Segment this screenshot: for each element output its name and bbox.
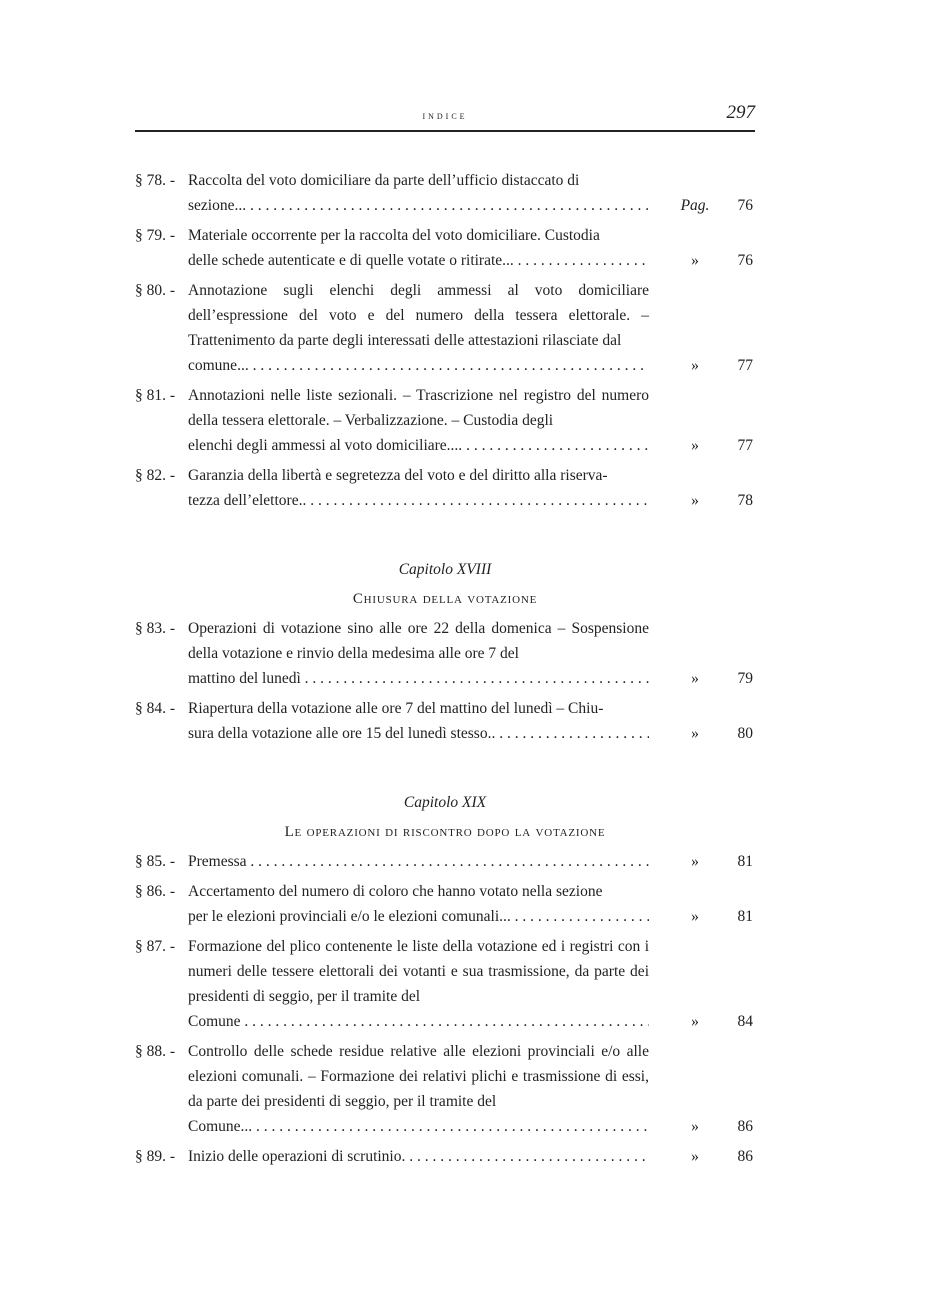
entry-last-line: delle schede autenticate e di quelle votate o ritirate... . . . [188, 248, 649, 273]
entry-page: 86 [737, 1118, 753, 1135]
entry-page-label: » [691, 1118, 699, 1135]
entry-page: 80 [737, 725, 753, 742]
entry-text: Riapertura della votazione alle ore 7 del mattino del lunedì – Chiu- [188, 700, 604, 717]
entry-number: § 82. - [135, 467, 176, 484]
entry-last-line: Comune . . . [188, 1009, 649, 1034]
entry-text: Formazione del plico contenente le liste della votazione ed i registri con i numeri delle tessere elettorali dei votanti e sua trasmissione, da parte dei presidenti di seggio, per il tramite del [188, 938, 649, 1005]
page-number: 297 [726, 102, 755, 123]
entry-page: 76 [737, 252, 753, 269]
entry-number: § 79. - [135, 227, 176, 244]
entry-last-line: comune... . . . [188, 353, 649, 378]
entry-text: Garanzia della libertà e segretezza del voto e del diritto alla riserva- [188, 467, 608, 484]
entry-number: § 80. - [135, 282, 176, 299]
entry-page-label: » [691, 670, 699, 687]
entry-number: § 83. - [135, 620, 176, 637]
chapter-label: Capitolo XIX [403, 794, 487, 811]
chapter-title: Chiusura della votazione [352, 591, 538, 607]
entry-last-line: Premessa . . . [188, 849, 649, 874]
toc-entry [135, 278, 755, 378]
index-content [135, 168, 755, 1174]
entry-text: Accertamento del numero di coloro che hanno votato nella sezione [188, 883, 603, 900]
entry-page: 78 [737, 492, 753, 509]
entry-text: Operazioni di votazione sino alle ore 22 della domenica – Sospensione della votazione e rinvio della medesima alle ore 7 del [188, 620, 649, 662]
entry-page-label: » [691, 1148, 699, 1165]
entry-page: 81 [737, 853, 753, 870]
running-header [135, 100, 755, 132]
entry-last-line: mattino del lunedì . . . [188, 666, 649, 691]
entry-text: Materiale occorrente per la raccolta del voto domiciliare. Custodia [188, 227, 600, 244]
entry-page-label: Pag. [680, 197, 710, 214]
toc-entry [135, 168, 755, 218]
toc-entry [135, 463, 755, 513]
entry-text: Controllo delle schede residue relative alle elezioni provinciali e/o alle elezioni comunali. – Formazione dei relativi plichi e trasmissione di essi, da parte dei presidenti di seggio, per il tramite del [188, 1043, 649, 1110]
entry-page-label: » [691, 908, 699, 925]
toc-entry [135, 696, 755, 746]
entry-last-line: sura della votazione alle ore 15 del lunedì stesso.. . . . [188, 721, 649, 746]
entry-text: Raccolta del voto domiciliare da parte dell’ufficio distaccato di [188, 172, 580, 189]
entry-page: 86 [737, 1148, 753, 1165]
entry-number: § 84. - [135, 700, 176, 717]
toc-entry [135, 383, 755, 458]
entry-number: § 86. - [135, 883, 176, 900]
entry-page: 79 [737, 670, 753, 687]
entry-last-line: per le elezioni provinciali e/o le elezioni comunali... . . . [188, 904, 649, 929]
entry-last-line: Comune... . . . [188, 1114, 649, 1139]
toc-entry [135, 1039, 755, 1139]
entry-number: § 81. - [135, 387, 176, 404]
entry-number: § 85. - [135, 853, 176, 870]
chapter-label: Capitolo XVIII [398, 561, 492, 578]
entry-page: 76 [737, 197, 753, 214]
toc-entry [135, 616, 755, 691]
entry-number: § 78. - [135, 172, 176, 189]
entry-text: Annotazione sugli elenchi degli ammessi al voto domiciliare dell’espressione del voto e del numero della tessera elettorale. – Trattenimento da parte degli interessati delle attestazioni rilasciate dal [188, 282, 649, 349]
entry-page-label: » [691, 725, 699, 742]
entry-last-line: tezza dell’elettore.. . . . [188, 488, 649, 513]
entry-last-line: elenchi degli ammessi al voto domiciliare.... . . . [188, 433, 649, 458]
entry-page-label: » [691, 437, 699, 454]
entry-number: § 89. - [135, 1148, 176, 1165]
entry-page: 81 [737, 908, 753, 925]
entry-page: 77 [737, 437, 753, 454]
entry-page-label: » [691, 853, 699, 870]
entry-last-line: sezione... . . . [188, 193, 649, 218]
chapter-title: Le operazioni di riscontro dopo la votazione [284, 824, 606, 840]
entry-page-label: » [691, 492, 699, 509]
entry-text: Annotazioni nelle liste sezionali. – Trascrizione nel registro del numero della tessera elettorale. – Verbalizzazione. – Custodia degli [188, 387, 649, 429]
entry-page-label: » [691, 357, 699, 374]
toc-entry [135, 1144, 755, 1169]
entry-number: § 88. - [135, 1043, 176, 1060]
entry-number: § 87. - [135, 938, 176, 955]
toc-entry [135, 223, 755, 273]
toc-entry [135, 934, 755, 1034]
entry-page-label: » [691, 1013, 699, 1030]
entry-page: 77 [737, 357, 753, 374]
toc-entry [135, 849, 755, 874]
entry-page: 84 [737, 1013, 753, 1030]
entry-page-label: » [691, 252, 699, 269]
entry-last-line: Inizio delle operazioni di scrutinio. . . . [188, 1144, 649, 1169]
header-title: indice [422, 108, 468, 122]
toc-entry [135, 879, 755, 929]
